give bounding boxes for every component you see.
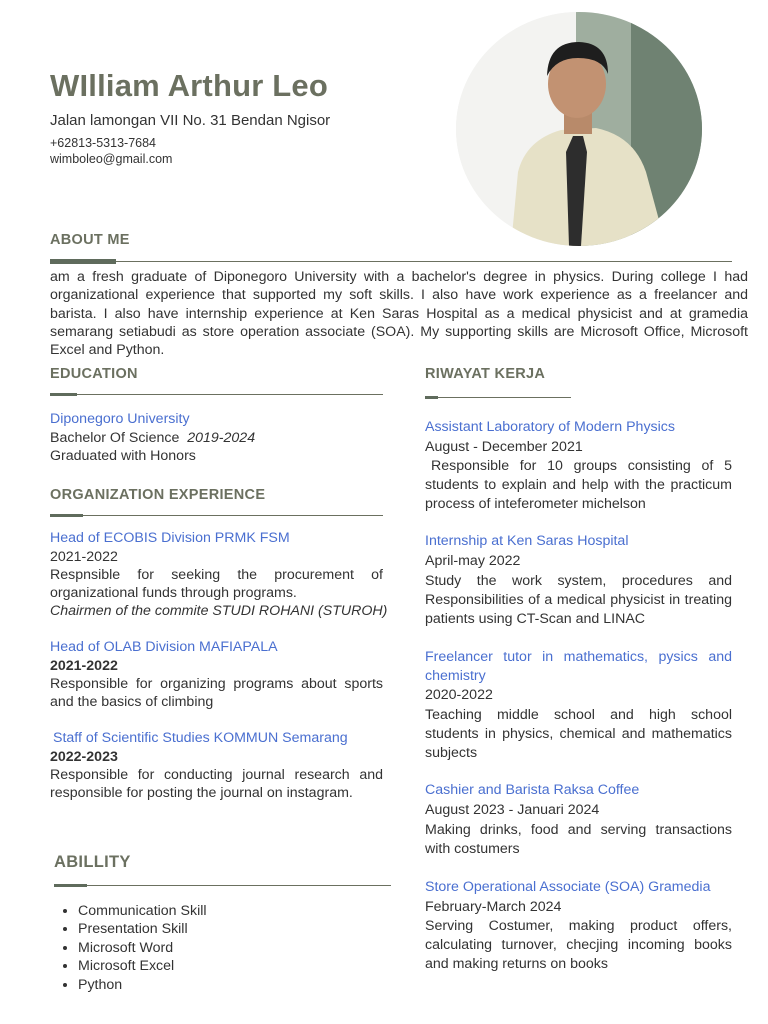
work-item-1-date: August - December 2021: [425, 439, 583, 455]
org-item-2-desc: Responsible for organizing programs about sports and the basics of climbing: [50, 676, 383, 711]
education-school: Diponegoro University: [50, 411, 190, 427]
about-accent-bar: [50, 259, 116, 264]
work-item-4-role: Cashier and Barista Raksa Coffee: [425, 782, 640, 798]
org-item-3-desc: Responsible for conducting journal research and responsible for posting the journal on instagram.: [50, 767, 383, 802]
org-item-2-years: 2021-2022: [50, 658, 118, 674]
ability-item: • Communication Skill: [78, 902, 207, 920]
work-divider: [425, 397, 571, 398]
org-item-1-desc: Respnsible for seeking the procurement of organizational funds through programs.: [50, 567, 383, 602]
organization-accent-bar: [50, 514, 83, 517]
org-item-1-note: Chairmen of the commite STUDI ROHANI (STUROH): [50, 603, 388, 619]
org-item-2-role: Head of OLAB Division MAFIAPALA: [50, 639, 278, 655]
education-degree-line: [50, 429, 255, 447]
organization-divider: [50, 515, 383, 516]
work-item-2-date: April-may 2022: [425, 553, 521, 569]
org-item-1-role: Head of ECOBIS Division PRMK FSM: [50, 530, 290, 546]
work-item-4-date: August 2023 - Januari 2024: [425, 802, 600, 818]
ability-divider: [54, 885, 391, 886]
ability-item: • Microsoft Excel: [78, 957, 207, 975]
phone: +62813-5313-7684: [50, 136, 156, 150]
organization-title: ORGANIZATION EXPERIENCE: [50, 487, 266, 503]
email: wimboleo@gmail.com: [50, 152, 173, 166]
work-item-3-date: 2020-2022: [425, 687, 493, 703]
ability-list: [50, 902, 207, 994]
about-divider: [50, 261, 732, 262]
candidate-name: WIlliam Arthur Leo: [50, 68, 329, 103]
work-title: RIWAYAT KERJA: [425, 366, 546, 382]
org-item-1-years: 2021-2022: [50, 549, 118, 565]
work-item-4-desc: Making drinks, food and serving transactions with costumers: [425, 822, 732, 857]
education-years: 2019-2024: [187, 430, 256, 446]
work-item-2-desc: Study the work system, procedures and Responsibilities of a medical physicist in treating patients using CT-Scan and LINAC: [425, 573, 732, 627]
address: Jalan lamongan VII No. 31 Bendan Ngisor: [50, 112, 331, 129]
org-item-3-years: 2022-2023: [50, 749, 118, 765]
education-divider: [50, 394, 383, 395]
work-item-1-role: Assistant Laboratory of Modern Physics: [425, 419, 675, 435]
ability-item: • Microsoft Word: [78, 939, 207, 957]
work-accent-bar: [425, 396, 438, 399]
work-item-3-desc: Teaching middle school and high school students in physics, chemical and mathematics subjects: [425, 707, 732, 761]
org-item-3-role: Staff of Scientific Studies KOMMUN Semarang: [53, 730, 348, 746]
ability-title: ABILLITY: [54, 853, 131, 871]
profile-photo: [456, 12, 702, 246]
work-item-3-role: Freelancer tutor in mathematics, pysics and chemistry: [425, 649, 732, 684]
ability-item: • Python: [78, 976, 207, 994]
work-item-5-desc: Serving Costumer, making product offers, calculating turnover, checjing incoming books and making returns on books: [425, 918, 732, 972]
education-degree: Bachelor Of Science: [50, 430, 180, 446]
ability-item: • Presentation Skill: [78, 920, 207, 938]
about-text: am a fresh graduate of Diponegoro University with a bachelor's degree in physics. During college I had organizational experience that supported my soft skills. I also have work experience as a freelancer and barista. I also have internship experience at Ken Saras Hospital as a medical physicist and at gramedia semarang setiabudi as store operation associate (SOA). My supporting skills are Microsoft Office, Microsoft Excel and Python.: [50, 269, 748, 359]
education-honor: Graduated with Honors: [50, 448, 196, 464]
work-item-5-role: Store Operational Associate (SOA) Gramedia: [425, 879, 711, 895]
work-item-2-role: Internship at Ken Saras Hospital: [425, 533, 629, 549]
about-title: ABOUT ME: [50, 232, 130, 248]
education-title: EDUCATION: [50, 366, 138, 382]
work-item-5-date: February-March 2024: [425, 899, 562, 915]
ability-accent-bar: [54, 884, 87, 887]
work-item-1-desc: Responsible for 10 groups consisting of 5 students to explain and help with the practicum process of inteferometer michelson: [425, 458, 732, 512]
education-accent-bar: [50, 393, 77, 396]
